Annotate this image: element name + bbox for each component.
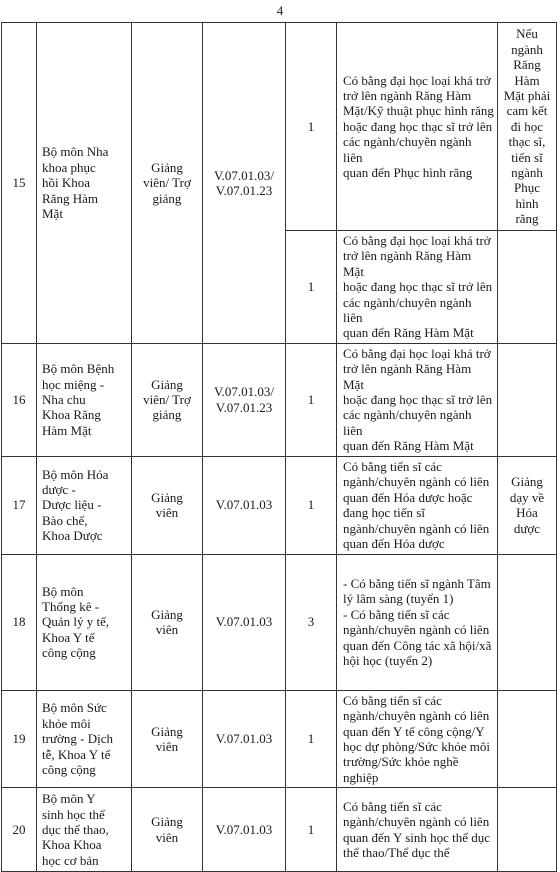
- unit-cell: Bộ môn Hóa dược - Dược liệu - Bào chế, Khoa Dược: [37, 456, 132, 554]
- position-cell: Giảng viên: [132, 788, 203, 872]
- row-number: 18: [2, 554, 37, 690]
- table-row: [2, 456, 557, 554]
- requirement-cell: Có bằng tiến sĩ các ngành/chuyên ngành có liên quan đến Y sinh học thể dục thể thao/Thể dục thể: [337, 788, 498, 872]
- code-cell: V.07.01.03/ V.07.01.23: [203, 23, 286, 344]
- position-cell: Giảng viên: [132, 690, 203, 787]
- position-cell: Giảng viên: [132, 554, 203, 690]
- quantity-cell: 1: [286, 788, 337, 872]
- table-row: [2, 343, 557, 456]
- table-row: [2, 554, 557, 690]
- unit-cell: Bộ môn Thống kê - Quản lý y tế, Khoa Y tế công cộng: [37, 554, 132, 690]
- requirement-cell: Có bằng tiến sĩ các ngành/chuyên ngành có liên quan đến Y tế công cộng/Y học dự phòng/Sức khỏe môi trường/Sức khỏe nghề nghiệp: [337, 690, 498, 787]
- position-cell: Giảng viên/ Trợ giảng: [132, 343, 203, 456]
- requirement-cell: Có bằng đại học loại khá trở trở lên ngành Răng Hàm Mặt hoặc đang học thạc sĩ trở lên các ngành/chuyên ngành liên quan đến Răng Hàm Mặt: [337, 231, 498, 344]
- position-cell: Giảng viên: [132, 456, 203, 554]
- note-cell: [498, 554, 557, 690]
- quantity-cell: 1: [286, 690, 337, 787]
- quantity-cell: 3: [286, 554, 337, 690]
- quantity-cell: 1: [286, 456, 337, 554]
- code-cell: V.07.01.03: [203, 690, 286, 787]
- note-cell: [498, 343, 557, 456]
- code-cell: V.07.01.03: [203, 788, 286, 872]
- note-cell: Nếu ngành Răng Hàm Mặt phải cam kết đi học thạc sĩ, tiến sĩ ngành Phục hình răng: [498, 23, 557, 231]
- row-number: 15: [2, 23, 37, 344]
- row-number: 17: [2, 456, 37, 554]
- requirement-cell: Có bằng tiến sĩ các ngành/chuyên ngành có liên quan đến Hóa dược hoặc đang học tiến sĩ ngành/chuyên ngành có liên quan đến Hóa dược: [337, 456, 498, 554]
- page-number: 4: [276, 3, 284, 18]
- unit-cell: Bộ môn Sức khỏe môi trường - Dịch tễ, Khoa Y tế công cộng: [37, 690, 132, 787]
- note-cell: Giảng dạy về Hóa dược: [498, 456, 557, 554]
- unit-cell: Bộ môn Y sinh học thể dục thể thao, Khoa Khoa học cơ bản: [37, 788, 132, 872]
- quantity-cell: 1: [286, 343, 337, 456]
- code-cell: V.07.01.03: [203, 554, 286, 690]
- quantity-cell: 1: [286, 231, 337, 344]
- row-number: 20: [2, 788, 37, 872]
- requirement-cell: - Có bằng tiến sĩ ngành Tâm lý lâm sàng (tuyển 1) - Có bằng tiến sĩ các ngành/chuyên ngành có liên quan đến Công tác xã hội/xã hội học (tuyển 2): [337, 554, 498, 690]
- row-number: 19: [2, 690, 37, 787]
- note-cell: [498, 788, 557, 872]
- recruitment-table: [1, 22, 557, 872]
- quantity-cell: 1: [286, 23, 337, 231]
- requirement-cell: Có bằng đại học loại khá trở trở lên ngành Răng Hàm Mặt/Kỹ thuật phục hình răng hoặc đang học thạc sĩ trở lên các ngành/chuyên ngành liên quan đến Phục hình răng: [337, 23, 498, 231]
- position-cell: Giảng viên/ Trợ giảng: [132, 23, 203, 344]
- table-row: [2, 690, 557, 787]
- requirement-cell: Có bằng đại học loại khá trở trở lên ngành Răng Hàm Mặt hoặc đang học thạc sĩ trở lên các ngành/chuyên ngành liên quan đến Răng Hàm Mặt: [337, 343, 498, 456]
- row-number: 16: [2, 343, 37, 456]
- unit-cell: Bộ môn Nha khoa phục hồi Khoa Răng Hàm Mặt: [37, 23, 132, 344]
- code-cell: V.07.01.03/ V.07.01.23: [203, 343, 286, 456]
- note-cell: [498, 690, 557, 787]
- table-row: [2, 23, 557, 231]
- note-cell: [498, 231, 557, 344]
- code-cell: V.07.01.03: [203, 456, 286, 554]
- table-row: [2, 788, 557, 872]
- unit-cell: Bộ môn Bệnh học miệng - Nha chu Khoa Răng Hàm Mặt: [37, 343, 132, 456]
